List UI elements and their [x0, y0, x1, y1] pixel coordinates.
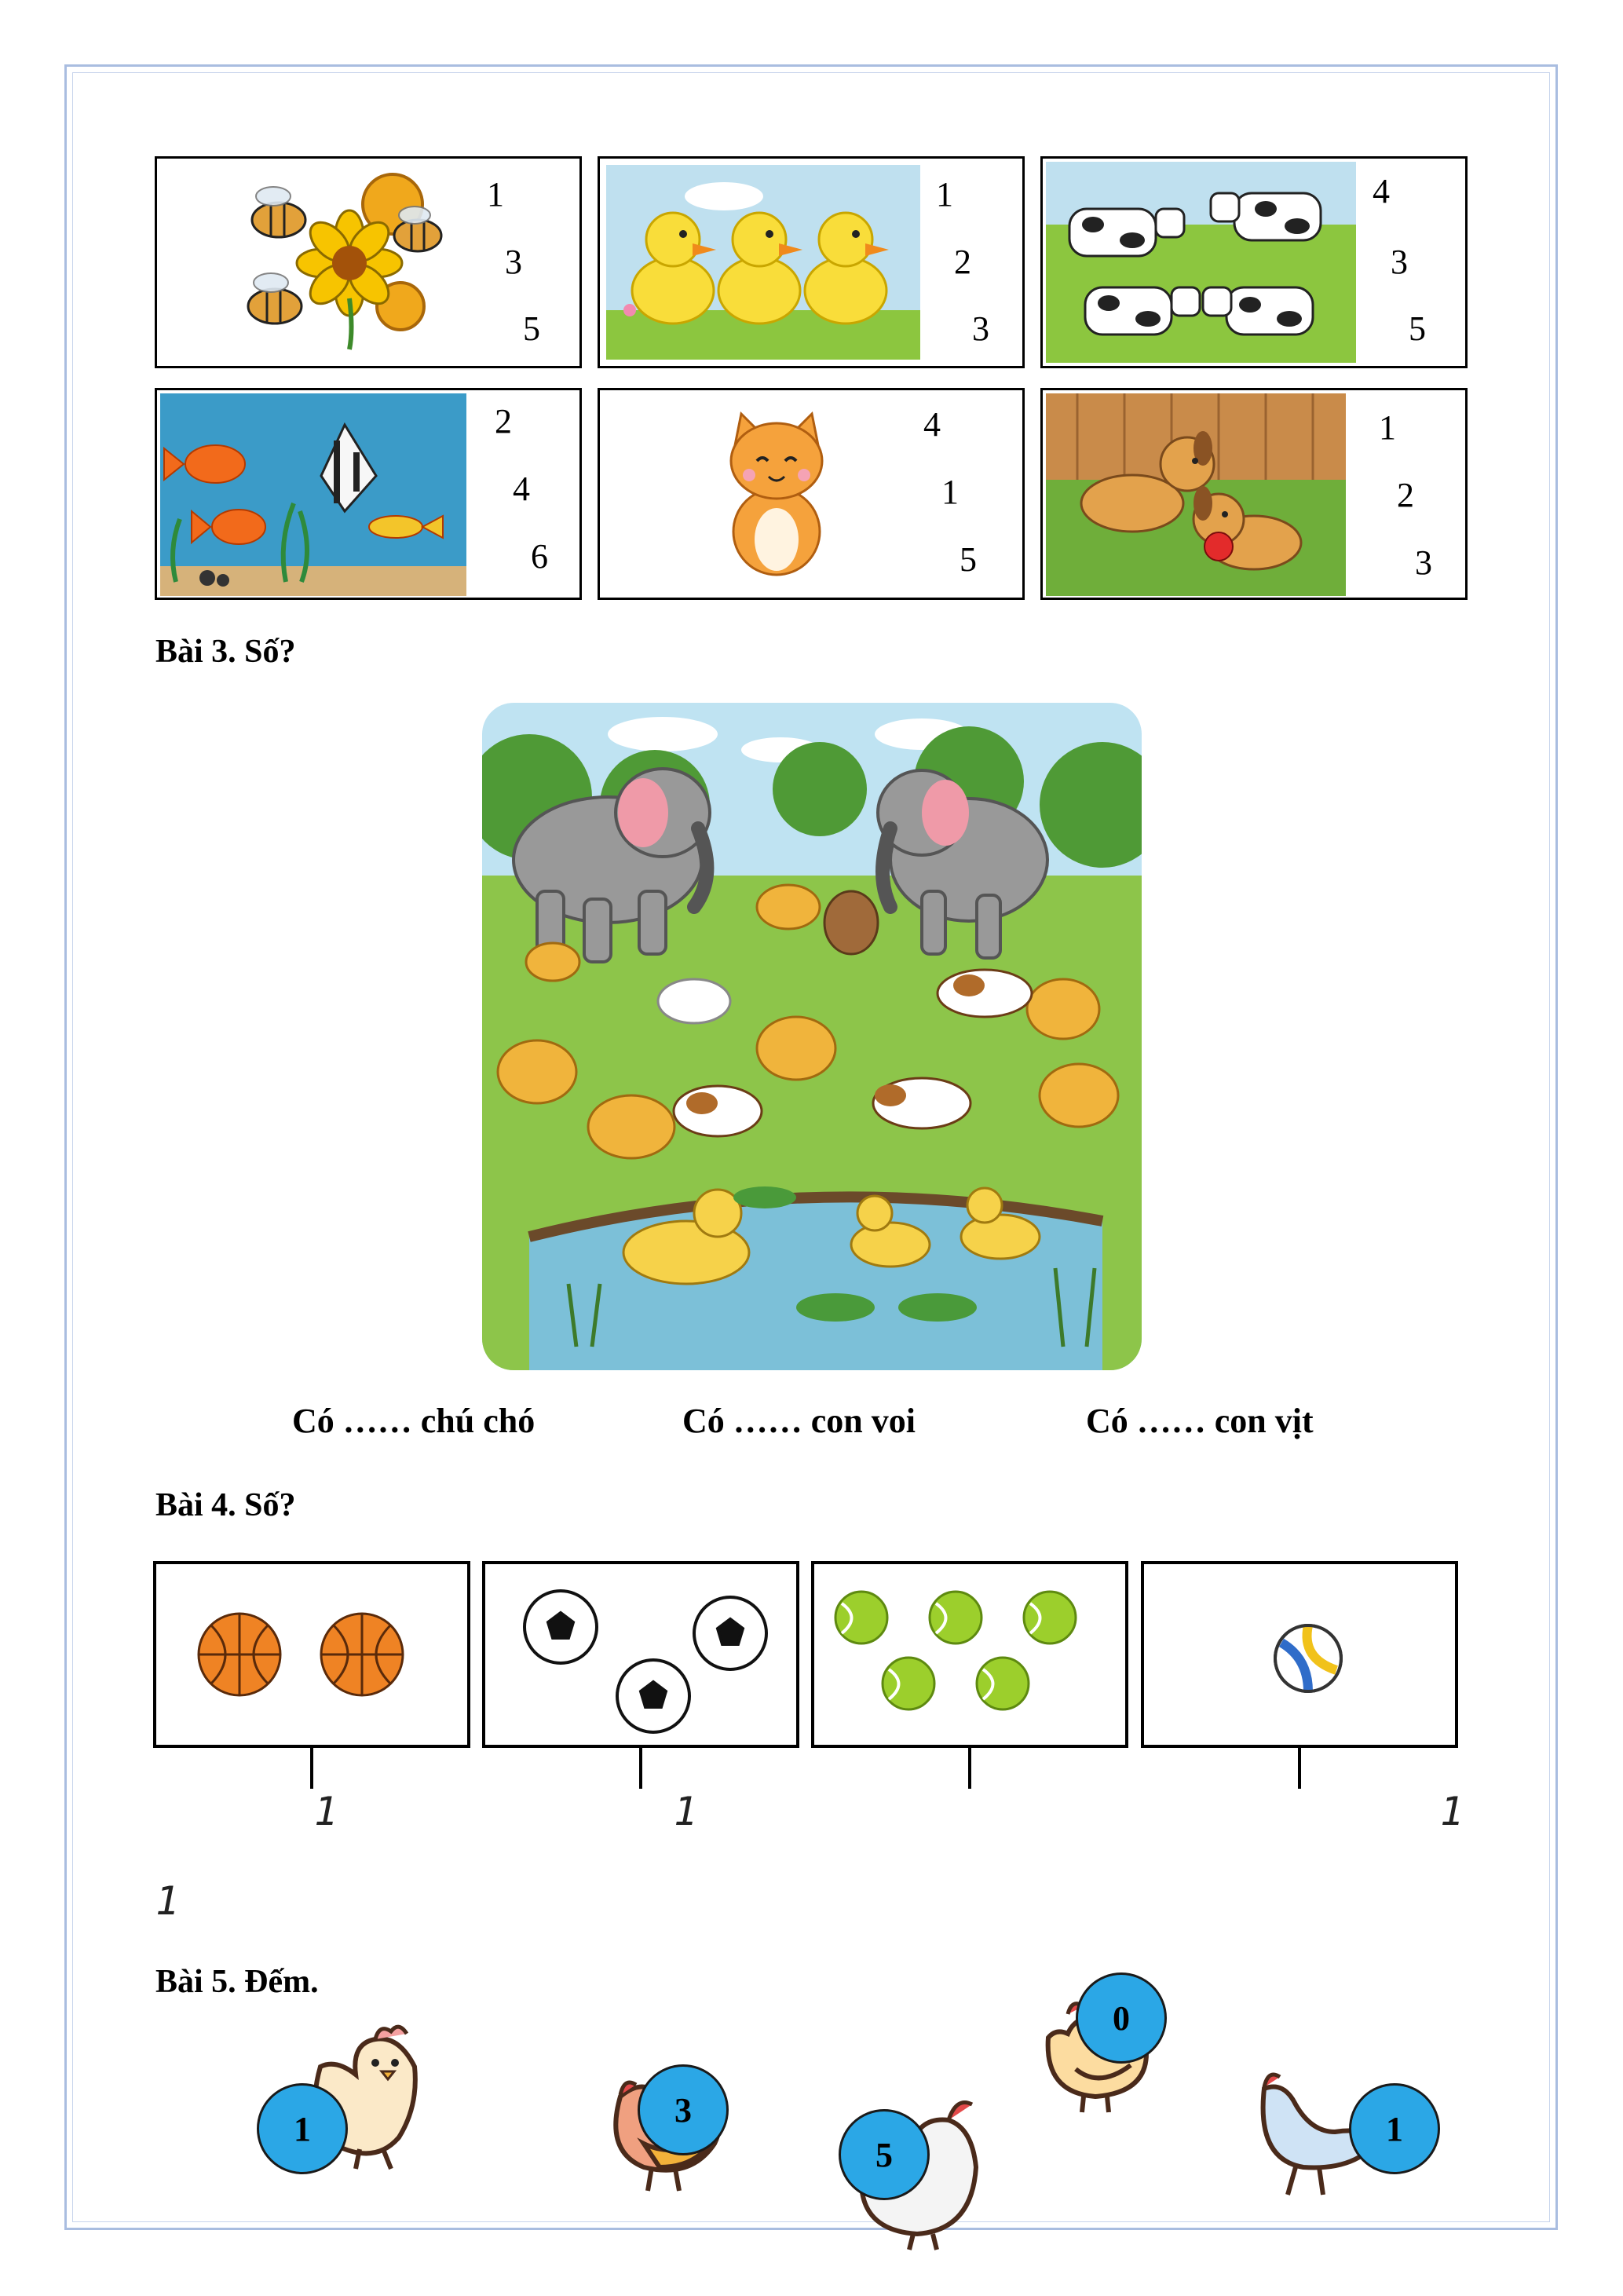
volleyball-icon — [1144, 1564, 1455, 1745]
count-card-dogs — [1040, 388, 1468, 600]
card-number-1: 1 — [1379, 408, 1396, 447]
card-number-3: 6 — [531, 537, 548, 576]
count-bubble-1: 1 — [257, 2083, 348, 2174]
count-bubble-5: 1 — [1349, 2083, 1440, 2174]
fish-icon — [160, 393, 466, 596]
box-tick-2 — [639, 1748, 642, 1789]
card-number-2: 4 — [513, 470, 530, 508]
question-elephants: Có …… con voi — [682, 1402, 916, 1440]
farm-scene-icon — [482, 703, 1142, 1370]
ball-box-tennis — [811, 1561, 1128, 1748]
handwritten-answer-3: 1 — [1440, 1789, 1464, 1834]
basketball-icon — [156, 1564, 467, 1745]
box-tick-4 — [1298, 1748, 1301, 1789]
count-card-fish — [155, 388, 582, 600]
card-number-2: 3 — [505, 243, 522, 281]
count-card-bees — [155, 156, 582, 368]
ducklings-icon — [606, 165, 920, 360]
exercise-3-heading: Bài 3. Số? — [155, 634, 296, 670]
dogs-icon — [1046, 393, 1346, 596]
handwritten-answer-2: 1 — [674, 1789, 698, 1834]
box-tick-1 — [310, 1748, 313, 1789]
question-dogs: Có …… chú chó — [292, 1402, 536, 1440]
card-number-3: 5 — [960, 540, 977, 579]
count-bubble-2: 3 — [638, 2064, 729, 2155]
card-number-2: 1 — [941, 473, 959, 511]
card-number-1: 1 — [936, 175, 953, 214]
exercise-4-heading: Bài 4. Số? — [155, 1487, 296, 1523]
count-bubble-4: 0 — [1076, 1972, 1167, 2064]
card-number-3: 5 — [523, 309, 540, 348]
ball-box-basketball — [153, 1561, 470, 1748]
card-number-3: 5 — [1409, 309, 1426, 348]
count-bubble-3: 5 — [839, 2109, 930, 2200]
box-tick-3 — [968, 1748, 971, 1789]
count-card-ducklings — [598, 156, 1025, 368]
card-number-1: 1 — [487, 175, 504, 214]
card-number-2: 2 — [954, 243, 971, 281]
card-number-1: 2 — [495, 402, 512, 441]
card-number-1: 4 — [923, 405, 941, 444]
bees-icon — [236, 173, 463, 353]
ball-box-volleyball — [1141, 1561, 1458, 1748]
card-number-3: 3 — [972, 309, 989, 348]
question-ducks: Có …… con vịt — [1086, 1402, 1314, 1440]
card-number-3: 3 — [1415, 543, 1432, 582]
card-number-2: 3 — [1391, 243, 1408, 281]
farm-scene-picture — [482, 703, 1142, 1370]
count-card-cows — [1040, 156, 1468, 368]
handwritten-answer-4: 1 — [155, 1878, 180, 1924]
count-card-cat — [598, 388, 1025, 600]
card-number-2: 2 — [1397, 476, 1414, 514]
exercise-5-heading: Bài 5. Đếm. — [155, 1964, 319, 2000]
tennis-ball-icon — [814, 1564, 1125, 1745]
cat-icon — [718, 406, 835, 579]
cows-icon — [1046, 162, 1356, 363]
card-number-1: 4 — [1373, 172, 1390, 210]
ball-box-soccer — [482, 1561, 799, 1748]
handwritten-answer-1: 1 — [314, 1789, 338, 1834]
soccer-ball-icon — [485, 1564, 796, 1745]
